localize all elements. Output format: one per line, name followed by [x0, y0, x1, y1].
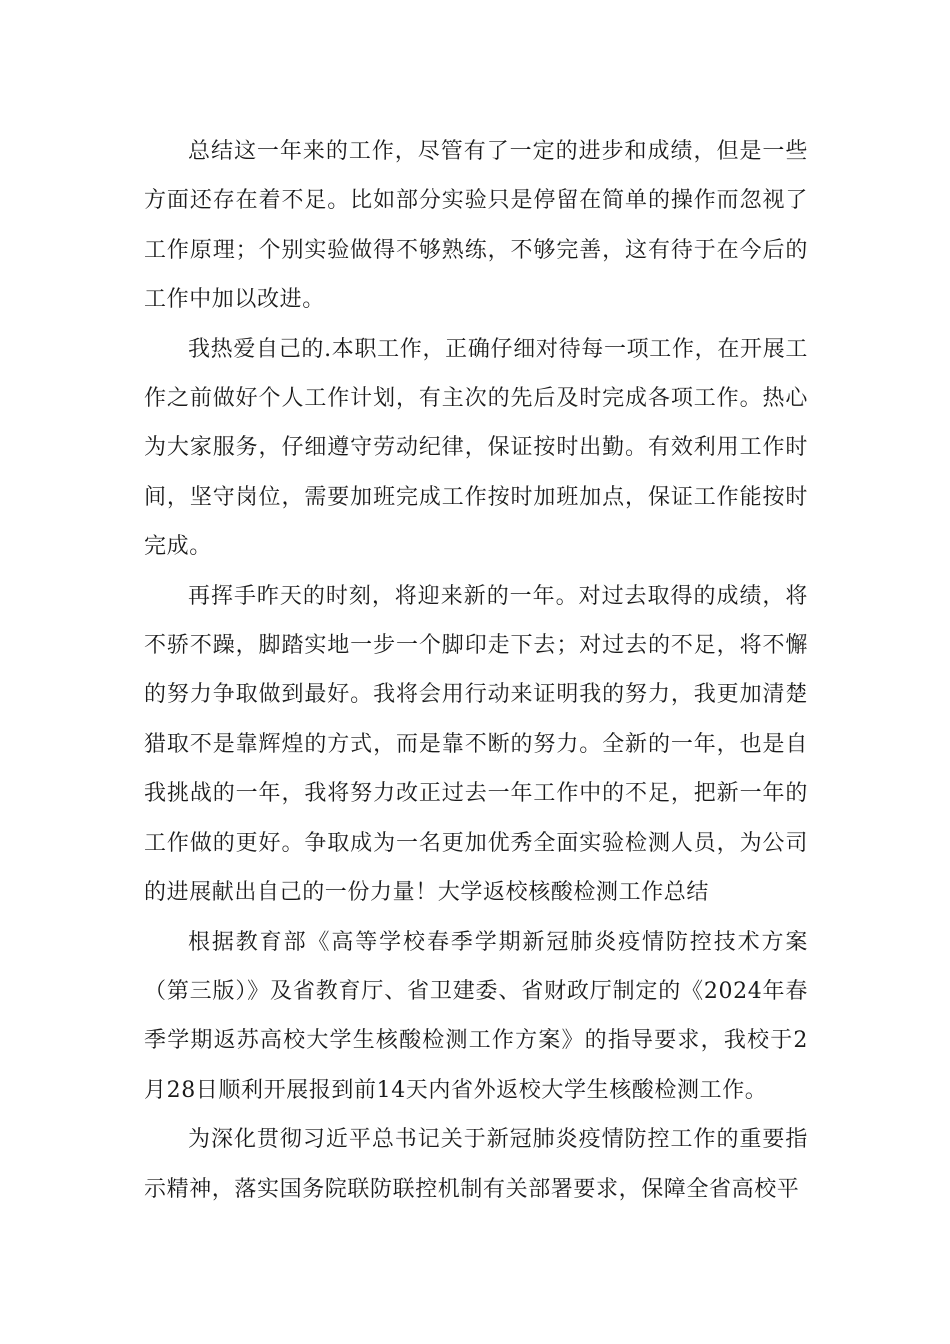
paragraph-job-attitude: 我热爱自己的.本职工作，正确仔细对待每一项工作，在开展工作之前做好个人工作计划，有主次的先后及时完成各项工作。热心为大家服务，仔细遵守劳动纪律，保证按时出勤。有效利用工作时间，坚守岗位，需要加班完成工作按时加班加点，保证工作能按时完成。 — [144, 336, 808, 560]
document-body — [144, 127, 808, 1214]
paragraph-new-year-outlook: 再挥手昨天的时刻，将迎来新的一年。对过去取得的成绩，将不骄不躁，脚踏实地一步一个脚印走下去；对过去的不足，将不懈的努力争取做到最好。我将会用行动来证明我的努力，我更加清楚猎取不是靠辉煌的方式，而是靠不断的努力。全新的一年，也是自我挑战的一年，我将努力改正过去一年工作中的不足，把新一年的工作做的更好。争取成为一名更加优秀全面实验检测人员，为公司的进展献出自己的一份力量！大学返校核酸检测工作总结 — [144, 583, 808, 906]
paragraph-directive: 为深化贯彻习近平总书记关于新冠肺炎疫情防控工作的重要指示精神，落实国务院联防联控机制有关部署要求，保障全省高校平 — [144, 1127, 808, 1202]
paragraph-work-summary: 总结这一年来的工作，尽管有了一定的进步和成绩，但是一些方面还存在着不足。比如部分实验只是停留在简单的操作而忽视了工作原理；个别实验做得不够熟练，不够完善，这有待于在今后的工作中加以改进。 — [144, 139, 808, 313]
paragraph-testing-plan: 根据教育部《高等学校春季学期新冠肺炎疫情防控技术方案（第三版）》及省教育厅、省卫建委、省财政厅制定的《2024年春季学期返苏高校大学生核酸检测工作方案》的指导要求，我校于2月28日顺利开展报到前14天内省外返校大学生核酸检测工作。 — [144, 929, 808, 1103]
